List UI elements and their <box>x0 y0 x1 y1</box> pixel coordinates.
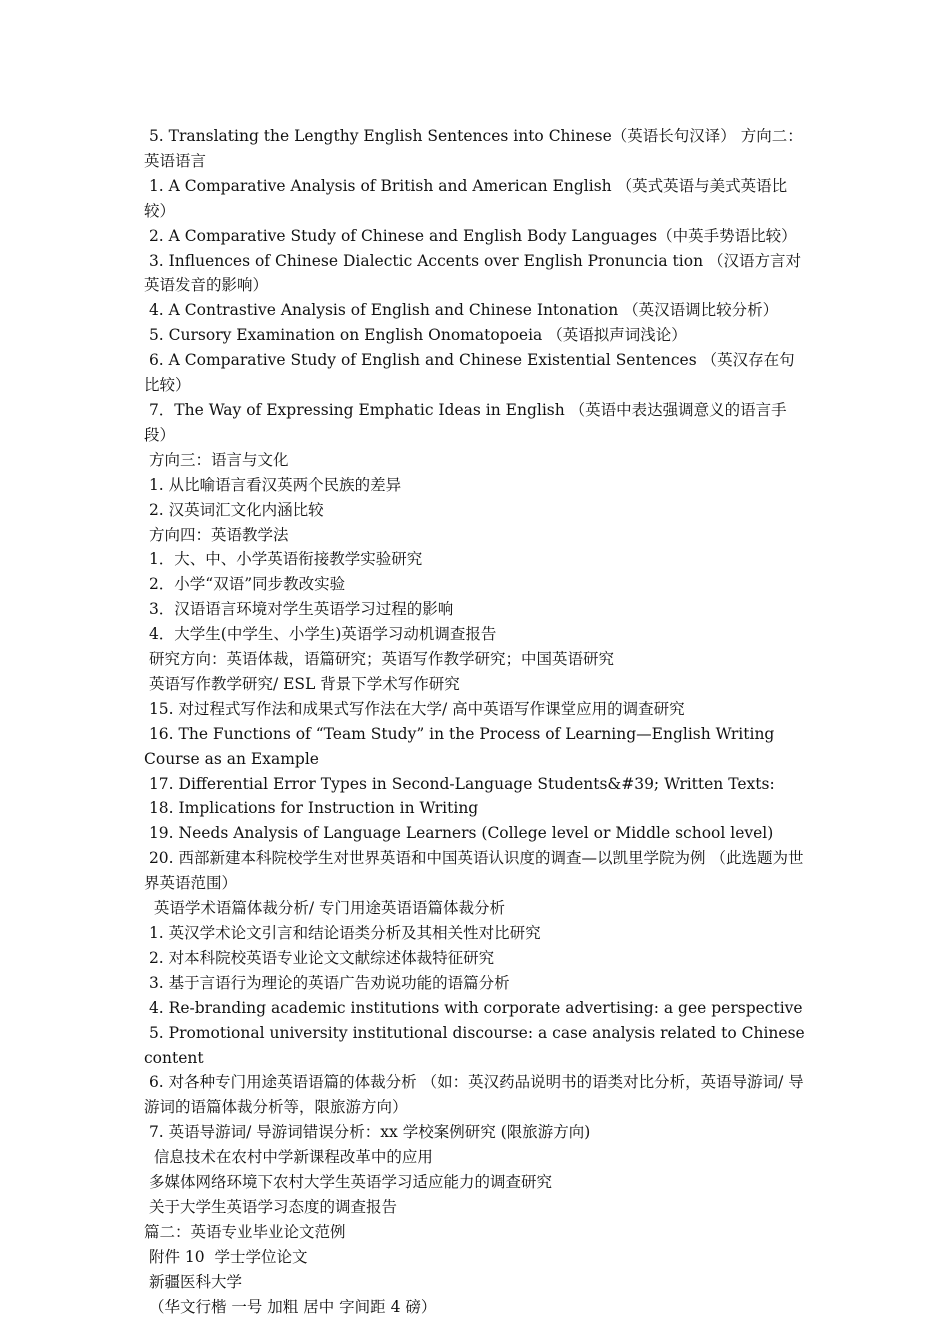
paragraph-39: （华文行楷 一号 加粗 居中 字间距 4 磅） <box>144 1297 437 1316</box>
paragraph-22: 18. Implications for Instruction in Writing <box>144 799 479 818</box>
paragraph-1: 5. Translating the Lengthy English Sentences into Chinese（英语长句汉译） 方向二：英语语言 <box>144 127 803 170</box>
paragraph-6: 5. Cursory Examination on English Onomatopoeia （英语拟声词浅论） <box>144 326 687 345</box>
paragraph-10: 1. 从比喻语言看汉英两个民族的差异 <box>144 475 402 494</box>
paragraph-32: 7. 英语导游词/ 导游词错误分析：xx 学校案例研究 (限旅游方向) <box>144 1123 591 1142</box>
paragraph-11: 2. 汉英词汇文化内涵比较 <box>144 500 324 519</box>
paragraph-5: 4. A Contrastive Analysis of English and Chinese Intonation （英汉语调比较分析） <box>144 301 779 320</box>
section-heading-part-2: 篇二：英语专业毕业论文范例 <box>144 1222 346 1241</box>
paragraph-31: 6. 对各种专门用途英语语篇的体裁分析 （如：英汉药品说明书的语类对比分析，英语导游词/ 导游词的语篇体裁分析等，限旅游方向） <box>144 1073 804 1117</box>
paragraph-21: 17. Differential Error Types in Second-Language Students&#39; Written Texts: <box>144 774 775 793</box>
paragraph-28: 3. 基于言语行为理论的英语广告劝说功能的语篇分析 <box>144 973 510 992</box>
paragraph-13: 1．大、中、小学英语衔接教学实验研究 <box>144 550 423 569</box>
paragraph-16: 4．大学生(中学生、小学生)英语学习动机调查报告 <box>144 625 497 644</box>
paragraph-25: 英语学术语篇体裁分析/ 专门用途英语语篇体裁分析 <box>144 899 506 918</box>
paragraph-27: 2. 对本科院校英语专业论文文献综述体裁特征研究 <box>144 948 495 967</box>
paragraph-3: 2. A Comparative Study of Chinese and English Body Languages（中英手势语比较） <box>144 226 797 245</box>
document-body <box>144 124 810 1320</box>
paragraph-2: 1. A Comparative Analysis of British and American English （英式英语与美式英语比较） <box>144 176 788 220</box>
paragraph-24: 20. 西部新建本科院校学生对世界英语和中国英语认识度的调查—以凯里学院为例 （此选题为世界英语范围） <box>144 849 804 893</box>
paragraph-29: 4. Re-branding academic institutions with corporate advertising: a gee perspective <box>144 998 803 1017</box>
paragraph-18: 英语写作教学研究/ ESL 背景下学术写作研究 <box>144 674 460 693</box>
paragraph-33: 信息技术在农村中学新课程改革中的应用 <box>144 1148 433 1167</box>
paragraph-15: 3．汉语语言环境对学生英语学习过程的影响 <box>144 600 454 619</box>
paragraph-4: 3. Influences of Chinese Dialectic Accents over English Pronuncia tion （汉语方言对英语发音的影响） <box>144 251 801 295</box>
paragraph-19: 15. 对过程式写作法和成果式写作法在大学/ 高中英语写作课堂应用的调查研究 <box>144 699 685 718</box>
paragraph-34: 多媒体网络环境下农村大学生英语学习适应能力的调查研究 <box>144 1173 552 1192</box>
paragraph-8: 7．The Way of Expressing Emphatic Ideas in English （英语中表达强调意义的语言手段） <box>144 400 787 444</box>
paragraph-20: 16. The Functions of “Team Study” in the Process of Learning—English Writing Course as an Example <box>144 724 780 768</box>
section-heading-3: 方向三：语言与文化 <box>144 450 289 469</box>
paragraph-7: 6. A Comparative Study of English and Chinese Existential Sentences （英汉存在句比较） <box>144 351 795 395</box>
paragraph-23: 19. Needs Analysis of Language Learners (College level or Middle school level) <box>144 824 774 843</box>
paragraph-17: 研究方向：英语体裁，语篇研究；英语写作教学研究；中国英语研究 <box>144 650 614 669</box>
paragraph-38: 新疆医科大学 <box>144 1272 242 1291</box>
paragraph-26: 1. 英汉学术论文引言和结论语类分析及其相关性对比研究 <box>144 924 541 942</box>
paragraph-37: 附件 10 学士学位论文 <box>144 1247 308 1266</box>
section-heading-4: 方向四：英语教学法 <box>144 525 289 544</box>
paragraph-35: 关于大学生英语学习态度的调查报告 <box>144 1197 397 1216</box>
paragraph-14: 2．小学“双语”同步教改实验 <box>144 575 346 594</box>
paragraph-30: 5. Promotional university institutional discourse: a case analysis related to Chinese content <box>144 1023 810 1067</box>
